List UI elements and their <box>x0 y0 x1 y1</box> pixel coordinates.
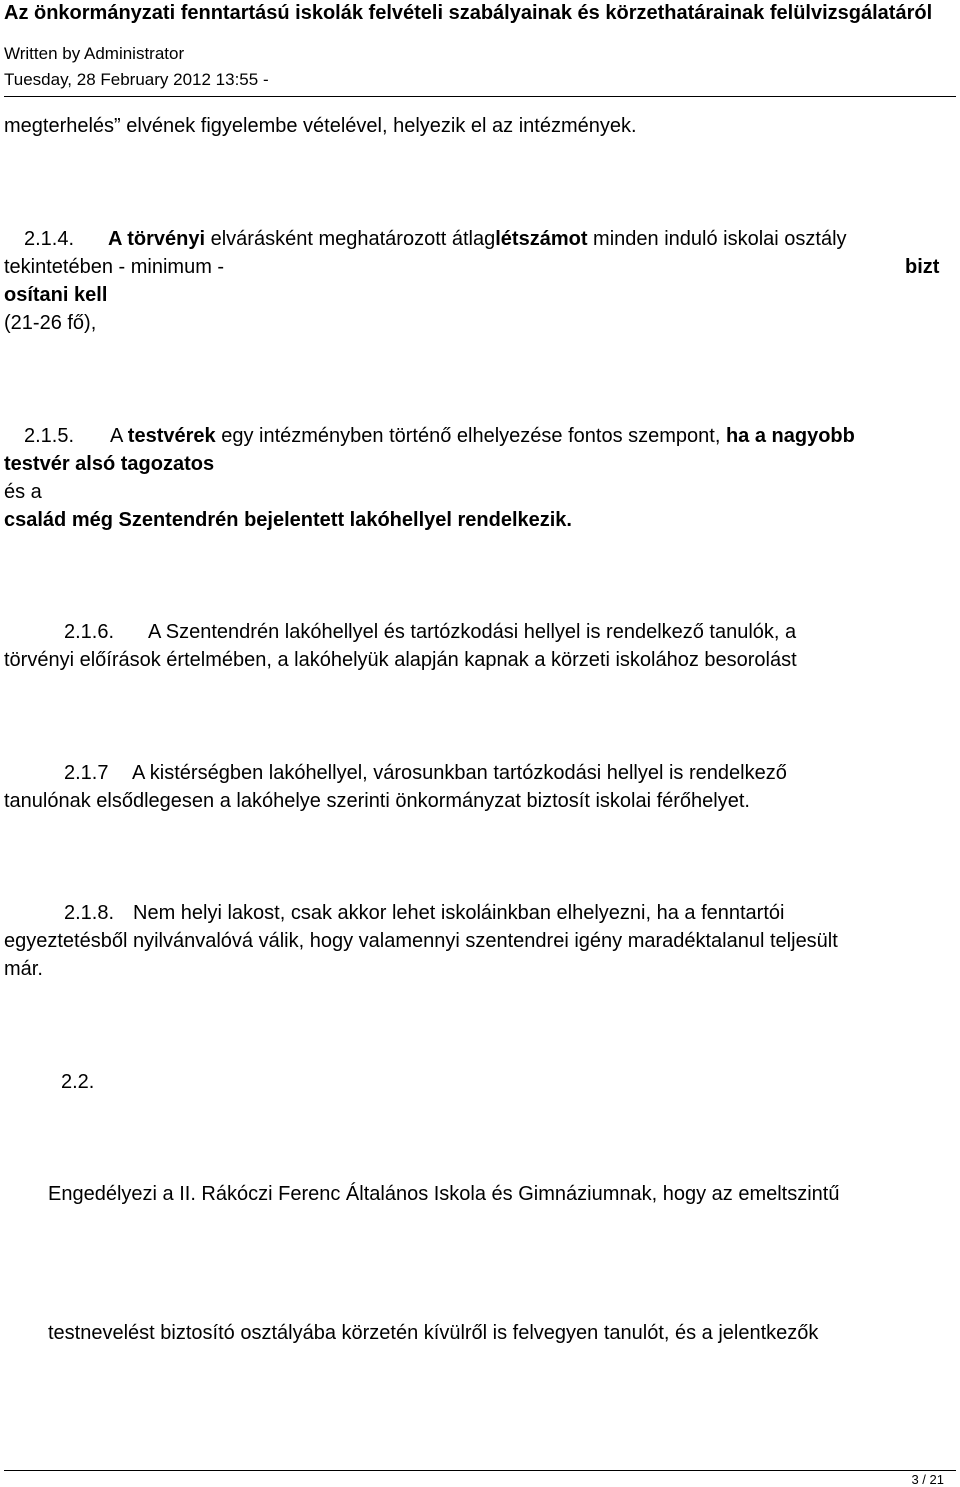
body-text-line: (21-26 fő), <box>4 312 97 334</box>
body-text: minden induló iskolai osztály <box>587 228 847 250</box>
section-2-1-4 <box>4 227 847 251</box>
bold-text: testvérek <box>127 425 216 447</box>
bold-text-line: család még Szentendrén bejelentett lakóhellyel rendelkezik. <box>4 509 572 531</box>
section-number: 2.1.4. <box>24 228 75 250</box>
body-text-line: törvényi előírások értelmében, a lakóhelyük alapján kapnak a körzeti iskolához besorolást <box>4 649 797 671</box>
bold-text: A törvényi <box>108 228 206 250</box>
body-text-line: egyeztetésből nyilvánvalóvá válik, hogy valamennyi szentendrei igény maradéktalanul teljesült <box>4 930 838 952</box>
body-text-line: és a <box>4 481 42 503</box>
body-text-line: megterhelés” elvének figyelembe vételével, helyezik el az intézmények. <box>4 115 637 137</box>
body-text-line: Engedélyezi a II. Rákóczi Ferenc Általános Iskola és Gimnáziumnak, hogy az emeltszintű <box>48 1183 840 1205</box>
body-text-line: már. <box>4 958 43 980</box>
body-text: Nem helyi lakost, csak akkor lehet iskoláinkban elhelyezni, ha a fenntartói <box>133 902 785 924</box>
section-2-1-5 <box>4 424 855 448</box>
author-line: Written by Administrator <box>4 44 185 63</box>
date-line: Tuesday, 28 February 2012 13:55 - <box>4 70 269 89</box>
section-2-1-6 <box>4 620 796 644</box>
section-2-1-8 <box>4 901 784 925</box>
body-text: egy intézményben történő elhelyezése fontos szempont, <box>215 425 726 447</box>
document-title: Az önkormányzati fenntartású iskolák felvételi szabályainak és körzethatárainak felülvizsgálatáról <box>4 2 933 24</box>
section-number: 2.1.8. <box>64 902 115 924</box>
bold-text-line: testvér alsó tagozatos <box>4 453 215 475</box>
body-text-line: tanulónak elsődlegesen a lakóhelye szerinti önkormányzat biztosít iskolai férőhelyet. <box>4 790 750 812</box>
header-divider <box>4 96 956 97</box>
body-text: A <box>110 425 128 447</box>
bold-text: bizt <box>905 256 940 278</box>
body-text: A kistérségben lakóhellyel, városunkban tartózkodási hellyel is rendelkező <box>132 762 787 784</box>
body-text-line: tekintetében - minimum - <box>4 256 225 278</box>
bold-text: létszámot <box>495 228 588 250</box>
bold-text: ha a nagyobb <box>725 425 855 447</box>
body-text-line: testnevelést biztosító osztályába körzetén kívülről is felvegyen tanulót, és a jelentkezők <box>48 1322 819 1344</box>
section-number: 2.1.5. <box>24 425 75 447</box>
page-number: 3 / 21 <box>911 1472 944 1487</box>
section-number: 2.1.7 <box>64 762 109 784</box>
body-text: A Szentendrén lakóhellyel és tartózkodási hellyel is rendelkező tanulók, a <box>148 621 797 643</box>
footer-divider <box>4 1470 956 1471</box>
section-2-1-7 <box>4 761 787 785</box>
section-2-2: 2.2. <box>61 1071 95 1093</box>
body-text: elvárásként meghatározott átlag <box>205 228 496 250</box>
section-number: 2.1.6. <box>64 621 115 643</box>
bold-text-line: osítani kell <box>4 284 108 306</box>
